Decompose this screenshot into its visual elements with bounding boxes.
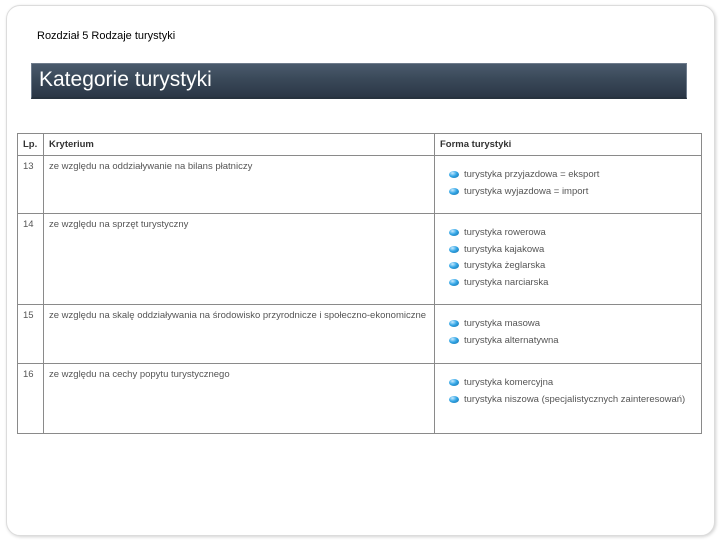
row-criterion: ze względu na skalę oddziaływania na środowisko przyrodnicze i społeczno-ekonomiczne — [44, 305, 435, 364]
row-forms-cell — [435, 364, 702, 434]
form-label: turystyka przyjazdowa = eksport — [464, 169, 600, 180]
table-row — [18, 214, 702, 305]
forms-list — [440, 161, 696, 198]
form-label: turystyka kajakowa — [464, 243, 545, 255]
blue-orb-bullet-icon — [449, 337, 459, 344]
table-row — [18, 305, 702, 364]
form-label: turystyka komercyjna — [464, 377, 554, 388]
blue-orb-bullet-icon — [449, 188, 459, 195]
list-item — [449, 244, 696, 256]
forms-list — [440, 219, 696, 289]
forms-list — [440, 310, 696, 347]
list-item — [449, 377, 696, 389]
categories-table — [17, 133, 702, 434]
chapter-header: Rozdział 5 Rodzaje turystyki — [37, 30, 176, 42]
blue-orb-bullet-icon — [449, 379, 459, 386]
blue-orb-bullet-icon — [449, 396, 459, 403]
list-item — [449, 260, 696, 272]
row-forms-cell — [435, 214, 702, 305]
form-label: turystyka niszowa (specjalistycznych zainteresowań) — [464, 393, 686, 405]
row-number: 14 — [18, 214, 44, 305]
list-item — [449, 277, 696, 289]
row-criterion: ze względu na oddziaływanie na bilans płatniczy — [44, 156, 435, 214]
blue-orb-bullet-icon — [449, 279, 459, 286]
form-label: turystyka wyjazdowa = import — [464, 185, 589, 197]
list-item — [449, 394, 696, 406]
table-row — [18, 364, 702, 434]
form-label: turystyka narciarska — [464, 276, 549, 288]
list-item — [449, 335, 696, 347]
blue-orb-bullet-icon — [449, 246, 459, 253]
row-forms-cell — [435, 305, 702, 364]
slide-title: Kategorie turystyki — [39, 68, 212, 91]
list-item — [449, 318, 696, 330]
row-number: 16 — [18, 364, 44, 434]
table-row — [18, 156, 702, 214]
form-label: turystyka masowa — [464, 318, 541, 329]
row-criterion: ze względu na cechy popytu turystycznego — [44, 364, 435, 434]
title-bar — [31, 63, 687, 99]
form-label: turystyka alternatywna — [464, 334, 559, 346]
list-item — [449, 227, 696, 239]
row-forms-cell — [435, 156, 702, 214]
list-item — [449, 186, 696, 198]
blue-orb-bullet-icon — [449, 171, 459, 178]
row-number: 15 — [18, 305, 44, 364]
column-header-lp: Lp. — [18, 134, 44, 156]
list-item — [449, 169, 696, 181]
row-number: 13 — [18, 156, 44, 214]
form-label: turystyka żeglarska — [464, 260, 546, 271]
blue-orb-bullet-icon — [449, 320, 459, 327]
table-header-row — [18, 134, 702, 156]
blue-orb-bullet-icon — [449, 262, 459, 269]
column-header-kryterium: Kryterium — [44, 134, 435, 156]
row-criterion: ze względu na sprzęt turystyczny — [44, 214, 435, 305]
blue-orb-bullet-icon — [449, 229, 459, 236]
forms-list — [440, 369, 696, 406]
column-header-forma: Forma turystyki — [435, 134, 702, 156]
form-label: turystyka rowerowa — [464, 227, 546, 238]
